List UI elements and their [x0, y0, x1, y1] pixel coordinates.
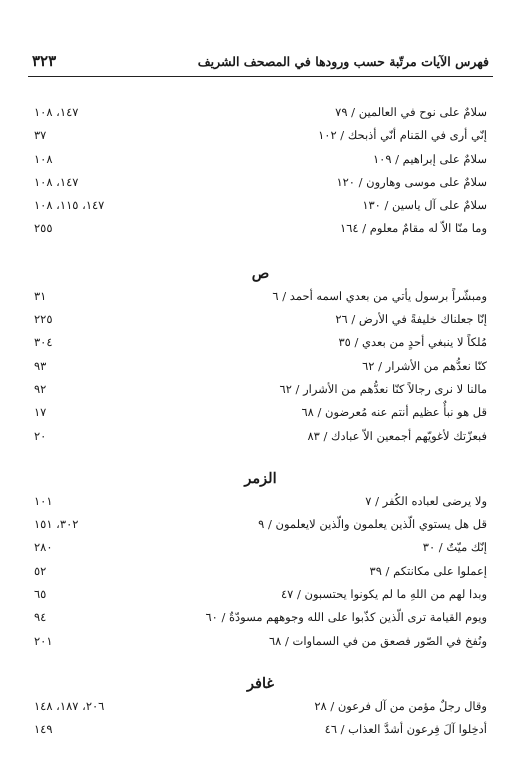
verse-text: سلامٌ على موسى وهارون / ١٢٠ — [336, 174, 487, 189]
page-refs: ١٧ — [34, 405, 47, 420]
page-refs: ٢٠٦، ١٨٧، ١٤٨ — [34, 698, 105, 713]
header-title: فهرس الآيات مرتّبة حسب ورودها في المصحف الشريف — [197, 54, 489, 69]
index-entry — [28, 606, 493, 629]
page-refs: ١٤٧، ١٠٨ — [34, 105, 79, 119]
page-refs: ٥٢ — [34, 563, 47, 578]
page-refs: ١٤٧، ١١٥، ١٠٨ — [34, 198, 105, 213]
running-header — [28, 52, 493, 77]
page-refs: ٢٥٥ — [34, 221, 53, 236]
page-refs: ٣٠٤ — [34, 335, 53, 350]
index-entry — [28, 194, 493, 217]
verse-text: سلامٌ على إبراهيم / ١٠٩ — [372, 151, 487, 166]
verse-text: كنّا نعدُّهم من الأشرار / ٦٢ — [362, 358, 487, 373]
page-refs: ٩٤ — [34, 610, 47, 625]
index-entry — [28, 355, 493, 378]
index-entry — [28, 560, 493, 583]
page-refs: ١٤٩ — [34, 722, 53, 737]
index-entry — [28, 378, 493, 401]
page-refs: ٣٠٢، ١٥١ — [34, 517, 79, 532]
verse-text: ومبشّراً برسول يأتي من بعدي اسمه أحمد / ٦ — [272, 288, 487, 303]
page-refs: ٢٨٠ — [34, 540, 53, 555]
verse-text: أدخِلوا آلَ فِرعون أشدَّ العذاب / ٤٦ — [324, 722, 487, 737]
index-entry — [28, 401, 493, 424]
verse-text: إنّا جعلناك خليفةً في الأرض / ٢٦ — [335, 312, 487, 327]
index-entry — [28, 171, 493, 194]
verse-text: مالنا لا نرى رجالاً كنّا نعدُّهم من الأشرار / ٦٢ — [279, 381, 487, 396]
index-entry — [28, 217, 493, 240]
section-continuation — [28, 101, 493, 241]
page-refs: ٢٠١ — [34, 633, 53, 648]
index-entry — [28, 695, 493, 718]
index-entry — [28, 513, 493, 536]
verse-text: ولا يرضى لعباده الكُفر / ٧ — [365, 493, 487, 508]
verse-text: إنّك ميّتٌ / ٣٠ — [422, 540, 487, 555]
verse-text: سلامٌ على آل ياسين / ١٣٠ — [362, 198, 487, 213]
verse-text: وبدا لهم من اللهِ ما لم يكونوا يحتسبون / ٤٧ — [280, 587, 487, 602]
verse-text: قل هل يستوي الّذين يعلمون والّذين لايعلمون / ٩ — [258, 517, 487, 532]
index-entry — [28, 718, 493, 741]
verse-text: وقال رجلٌ مؤمن من آل فرعون / ٢٨ — [314, 698, 487, 713]
page-refs: ١٠٨ — [34, 151, 53, 166]
index-entry — [28, 425, 493, 448]
index-entry — [28, 148, 493, 171]
page-refs: ١٤٧، ١٠٨ — [34, 174, 79, 189]
index-entry — [28, 285, 493, 308]
verse-text: قل هو نبأٌ عظيم أنتم عنه مُعرضون / ٦٨ — [301, 405, 487, 420]
verse-text: ونُفخ في الصّور فصعق من في السماوات / ٦٨ — [268, 633, 487, 648]
index-entry — [28, 490, 493, 513]
verse-text: ويوم القيامة ترى الّذين كذّبوا على الله وجوههم مسودّةٌ / ٦٠ — [205, 610, 487, 625]
page-refs: ٣١ — [34, 288, 47, 303]
page-refs: ٢٠ — [34, 428, 47, 443]
index-entry — [28, 331, 493, 354]
verse-text: فبعزّتك لأغويّهم أجمعين الاّ عبادك / ٨٣ — [307, 428, 487, 443]
page-refs: ٢٢٥ — [34, 312, 53, 327]
surah-heading: غافر — [247, 674, 274, 692]
page-refs: ٣٧ — [34, 128, 47, 143]
verse-text: وما منّا الاّ له مقامٌ معلوم / ١٦٤ — [340, 221, 487, 236]
page-number: ٣٢٣ — [32, 52, 57, 70]
verse-text: إنّي أرى في المَنام أنّي أذبحك / ١٠٢ — [318, 128, 487, 143]
index-entry — [28, 536, 493, 559]
surah-heading: ص — [251, 264, 270, 282]
surah-heading: الزمر — [244, 469, 277, 487]
index-page — [28, 52, 493, 742]
index-entry — [28, 308, 493, 331]
page-refs: ٩٣ — [34, 358, 47, 373]
verse-text: سلامٌ على نوح في العالمين / ٧٩ — [335, 105, 487, 119]
verse-text: مُلكاً لا ينبغي أحدٍ من بعدي / ٣٥ — [338, 335, 487, 350]
page-refs: ١٠١ — [34, 493, 53, 508]
verse-text: إعملوا على مكانتكم / ٣٩ — [369, 563, 487, 578]
index-entry — [28, 124, 493, 147]
section-zumar — [28, 468, 493, 653]
section-sad — [28, 263, 493, 448]
page-refs: ٩٢ — [34, 381, 47, 396]
index-entry — [28, 630, 493, 653]
index-entry — [28, 101, 493, 124]
page-refs: ٦٥ — [34, 587, 47, 602]
section-ghafir — [28, 673, 493, 742]
index-entry — [28, 583, 493, 606]
